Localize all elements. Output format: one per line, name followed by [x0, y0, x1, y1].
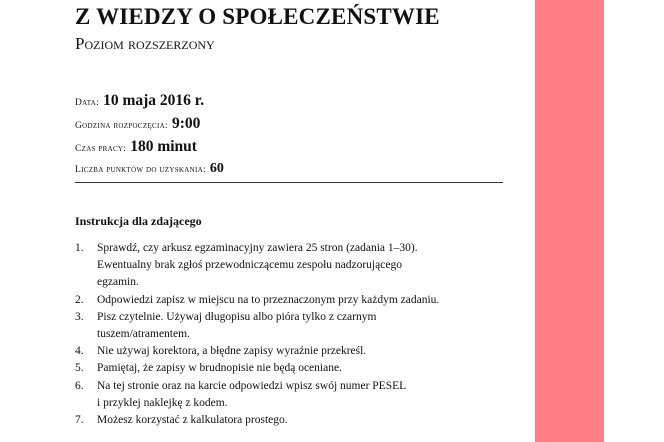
points-label: Liczba punktów do uzyskania: [75, 165, 206, 175]
duration-row [75, 138, 197, 156]
instruction-text-line: Pisz czytelnie. Używaj długopisu albo pióra tylko z czarnym [97, 310, 377, 323]
instruction-number: 3. [75, 310, 84, 323]
start-time-value: 9:00 [171, 115, 201, 132]
exam-title: Z WIEDZY O SPOŁECZEŃSTWIE [75, 4, 440, 29]
duration-value: 180 minut [130, 138, 197, 155]
instruction-text-line: tuszem/atramentem. [97, 328, 190, 341]
instruction-item [75, 412, 525, 429]
instruction-text-line: Pamiętaj, że zapisy w brudnopisie nie będą oceniane. [97, 362, 342, 375]
points-row [75, 159, 224, 177]
divider-line [75, 182, 503, 183]
instruction-text-line: Nie używaj korektora, a błędne zapisy wyraźnie przekreśl. [97, 345, 367, 358]
instruction-item [75, 292, 525, 309]
instructions-heading: Instrukcja dla zdającego [75, 214, 202, 228]
start-time-row [75, 115, 200, 133]
duration-label: Czas pracy: [75, 144, 127, 154]
points-value: 60 [209, 161, 224, 176]
instruction-text-line: Odpowiedzi zapisz w miejscu na to przeznaczonym przy każdym zadaniu. [97, 293, 440, 306]
instruction-text-line: Na tej stronie oraz na karcie odpowiedzi wpisz swój numer PESEL [97, 379, 407, 392]
instruction-item [75, 378, 525, 412]
instruction-text-line: Możesz korzystać z kalkulatora prostego. [97, 414, 288, 427]
instruction-item [75, 360, 525, 377]
date-row [75, 92, 204, 110]
instruction-number: 7. [75, 414, 84, 427]
instruction-number: 6. [75, 379, 84, 392]
date-label: Data: [75, 98, 100, 108]
instruction-item [75, 240, 525, 292]
instruction-text-line: i przyklej naklejkę z kodem. [97, 396, 228, 409]
instruction-number: 5. [75, 362, 84, 375]
instruction-item [75, 343, 525, 360]
instruction-number: 1. [75, 242, 84, 254]
date-value: 10 maja 2016 r. [103, 92, 205, 109]
instruction-number: 4. [75, 345, 84, 358]
instruction-text-line: egzamin. [97, 276, 139, 289]
instruction-item [75, 309, 525, 343]
instructions-list [75, 240, 525, 429]
exam-level: Poziom rozszerzony [75, 34, 215, 53]
instruction-text-line: Ewentualny brak zgłoś przewodniczącemu zespołu nadzorującego [97, 259, 402, 272]
instruction-text-line: Sprawdź, czy arkusz egzaminacyjny zawiera 25 stron (zadania 1–30). [97, 242, 418, 254]
instruction-number: 2. [75, 293, 84, 306]
side-color-band [535, 0, 604, 442]
start-time-label: Godzina rozpoczęcia: [75, 121, 168, 131]
